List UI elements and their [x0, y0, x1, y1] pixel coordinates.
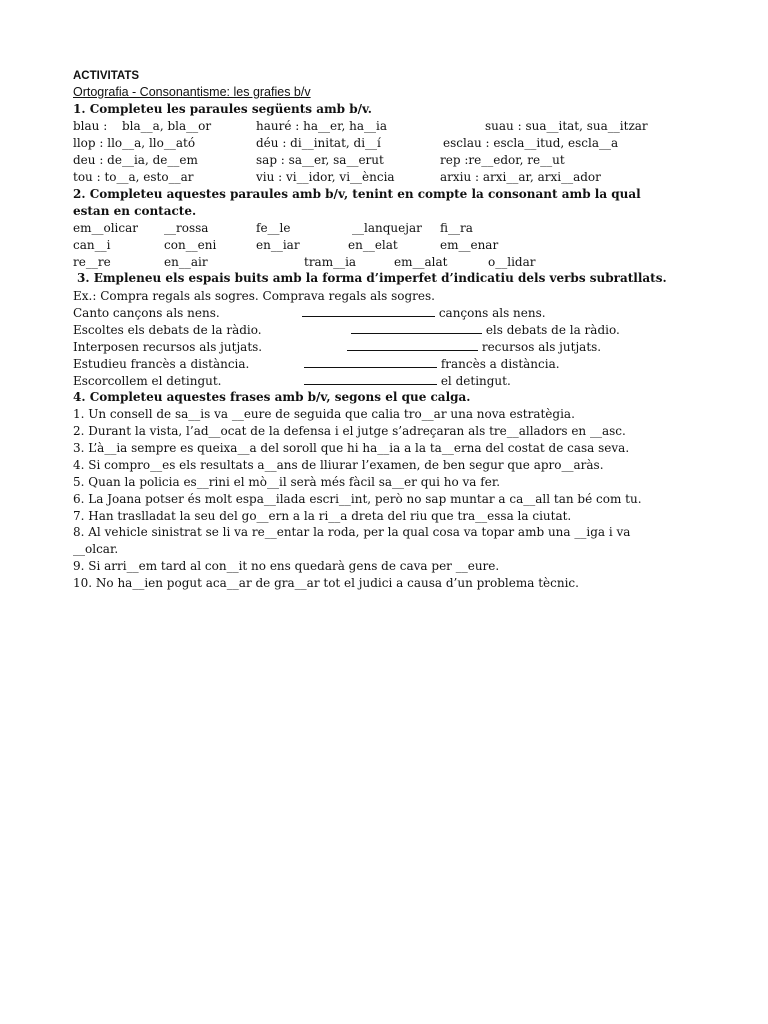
ex3-item-4-answer — [304, 356, 560, 373]
ex2-row-2-col-1: can__i — [73, 238, 111, 252]
ex3-item-3-rest: recursos als jutjats. — [481, 340, 602, 354]
ex2-row-3-col-2: en__air — [164, 255, 208, 269]
ex3-item-5-sentence: Escorcollem el detingut. — [73, 374, 222, 388]
ex4-sentence-8: 8. Al vehicle sinistrat se li va re__entar la roda, per la qual cosa va topar amb una __iga i va __olcar. — [73, 525, 631, 556]
ex4-sentence-5: 5. Quan la policia es__rini el mò__il serà més fàcil sa__er qui ho va fer. — [73, 475, 501, 489]
ex2-row-3-col-5: o__lidar — [488, 255, 536, 269]
exercise-4-heading: 4. Completeu aquestes frases amb b/v, segons el que calga. — [73, 390, 471, 404]
ex1-row-1-col-4: suau : sua__itat, sua__itzar — [485, 119, 648, 133]
ex2-row-2-col-3: en__iar — [256, 238, 300, 252]
ex3-item-4-rest: francès a distància. — [440, 357, 560, 371]
ex3-item-1-rest: cançons als nens. — [438, 306, 546, 320]
ex4-sentence-1: 1. Un consell de sa__is va __eure de seguida que calia tro__ar una nova estratègia. — [73, 407, 575, 421]
ex2-row-2-col-4: en__elat — [348, 238, 398, 252]
ex1-row-2-col-4: esclau : escla__itud, escla__a — [443, 136, 619, 150]
ex3-item-2-sentence: Escoltes els debats de la ràdio. — [73, 323, 262, 337]
ex2-row-2-col-2: con__eni — [164, 238, 217, 252]
ex3-item-3-answer — [347, 339, 601, 356]
ex4-sentence-7: 7. Han traslladat la seu del go__ern a la ri__a dreta del riu que tra__essa la ciutat. — [73, 509, 572, 523]
exercise-3-heading: 3. Empleneu els espais buits amb la forma d’imperfet d’indicatiu dels verbs subratllats. — [77, 271, 667, 285]
ex1-row-3-col-3: sap : sa__er, sa__erut — [256, 153, 384, 167]
exercise-1-heading: 1. Completeu les paraules següents amb b/v. — [73, 102, 372, 116]
ex3-item-3-sentence: Interposen recursos als jutjats. — [73, 340, 263, 354]
ex2-row-3-col-4: em__alat — [394, 255, 448, 269]
worksheet-subtitle: Ortografia - Consonantisme: les grafies b/v — [73, 85, 311, 99]
ex1-row-2-col-1: llop : llo__a, llo__ató — [73, 136, 196, 150]
answer-blank[interactable] — [304, 356, 437, 368]
answer-blank[interactable] — [347, 339, 478, 351]
ex3-item-2-answer — [351, 322, 620, 339]
ex2-row-2-col-5: em__enar — [440, 238, 499, 252]
ex1-row-3-col-1: deu : de__ia, de__em — [73, 153, 198, 167]
ex3-item-5-answer — [304, 373, 511, 390]
ex3-item-1-sentence: Canto cançons als nens. — [73, 306, 220, 320]
ex1-row-1-col-1: blau : — [73, 119, 108, 133]
ex4-sentence-6: 6. La Joana potser és molt espa__ilada escri__int, però no sap muntar a ca__all tan bé com tu. — [73, 492, 642, 506]
ex4-sentence-3: 3. L’à__ia sempre es queixa__a del soroll que hi ha__ia a la ta__erna del costat de casa seva. — [73, 441, 630, 455]
ex1-row-4-col-4: arxiu : arxi__ar, arxi__ador — [440, 170, 601, 184]
ex3-item-2-rest: els debats de la ràdio. — [485, 323, 620, 337]
ex4-sentence-10: 10. No ha__ien pogut aca__ar de gra__ar tot el judici a causa d’un problema tècnic. — [73, 576, 579, 590]
ex3-item-4-sentence: Estudieu francès a distància. — [73, 357, 250, 371]
ex1-row-2-col-3: déu : di__initat, di__í — [256, 136, 381, 150]
ex3-example: Ex.: Compra regals als sogres. Comprava regals als sogres. — [73, 289, 435, 303]
answer-blank[interactable] — [304, 373, 437, 385]
ex3-item-5-rest: el detingut. — [440, 374, 511, 388]
ex2-row-3-col-3: tram__ia — [304, 255, 357, 269]
ex2-row-1-col-2: __rossa — [164, 221, 209, 235]
ex1-row-1-col-3: hauré : ha__er, ha__ia — [256, 119, 388, 133]
ex4-sentence-9: 9. Si arri__em tard al con__it no ens quedarà gens de cava per __eure. — [73, 559, 500, 573]
ex4-sentence-4: 4. Si compro__es els resultats a__ans de lliurar l’examen, de ben segur que apro__aràs. — [73, 458, 604, 472]
answer-blank[interactable] — [351, 322, 482, 334]
ex3-item-1-answer — [302, 305, 546, 322]
ex4-sentence-2: 2. Durant la vista, l’ad__ocat de la defensa i el jutge s’adreçaran als tre__alladors en __asc. — [73, 424, 626, 438]
ex1-row-3-col-4: rep :re__edor, re__ut — [440, 153, 565, 167]
ex2-row-1-col-5: fi__ra — [440, 221, 473, 235]
ex2-row-1-col-4: __lanquejar — [352, 221, 422, 235]
worksheet-title: ACTIVITATS — [73, 70, 140, 82]
ex2-row-1-col-3: fe__le — [256, 221, 291, 235]
answer-blank[interactable] — [302, 305, 435, 317]
ex2-row-1-col-1: em__olicar — [73, 221, 138, 235]
ex1-row-4-col-3: viu : vi__idor, vi__ència — [256, 170, 395, 184]
ex1-row-4-col-1: tou : to__a, esto__ar — [73, 170, 194, 184]
ex1-row-1-col-2: bla__a, bla__or — [122, 119, 212, 133]
exercise-2-heading: 2. Completeu aquestes paraules amb b/v, tenint en compte la consonant amb la qual estan en contacte. — [73, 187, 641, 218]
ex2-row-3-col-1: re__re — [73, 255, 111, 269]
